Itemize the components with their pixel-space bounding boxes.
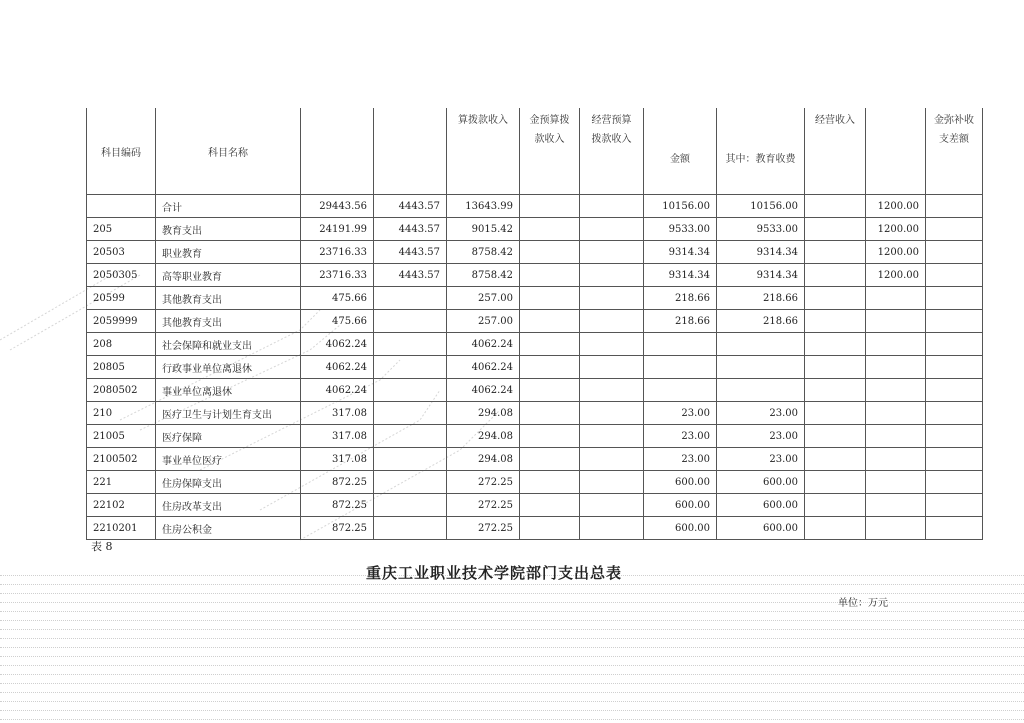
table-row	[87, 425, 983, 448]
amount-cell: 23.00	[644, 425, 717, 448]
total-cell: 317.08	[301, 448, 374, 471]
operating-income-cell	[805, 517, 866, 540]
table-row	[87, 241, 983, 264]
operating-income-cell	[805, 471, 866, 494]
fund-budget-cell	[520, 241, 580, 264]
operating-income-cell	[805, 379, 866, 402]
operating-income-cell	[805, 425, 866, 448]
amount-cell: 23.00	[644, 402, 717, 425]
subject-name-cell: 职业教育	[156, 241, 301, 264]
amount-cell	[644, 379, 717, 402]
header-cell-empty	[301, 108, 374, 195]
appropriation-cell: 4062.24	[447, 356, 520, 379]
total-cell: 475.66	[301, 287, 374, 310]
other-income-cell	[866, 517, 926, 540]
subject-code-cell: 2100502	[87, 448, 156, 471]
appropriation-cell: 294.08	[447, 402, 520, 425]
education-fee-cell: 10156.00	[717, 195, 805, 218]
appropriation-cell: 257.00	[447, 287, 520, 310]
other-income-cell	[866, 287, 926, 310]
other-income-cell: 1200.00	[866, 264, 926, 287]
deficit-cell	[926, 379, 983, 402]
subject-code-cell: 20503	[87, 241, 156, 264]
other-income-cell: 1200.00	[866, 218, 926, 241]
carryover-cell	[374, 287, 447, 310]
fund-budget-cell	[520, 310, 580, 333]
header-fund-budget-income	[520, 108, 580, 195]
fund-budget-cell	[520, 356, 580, 379]
operating-budget-cell	[580, 310, 644, 333]
subject-name-cell: 教育支出	[156, 218, 301, 241]
appropriation-cell: 13643.99	[447, 195, 520, 218]
header-subject-code: 科目编码	[87, 108, 156, 195]
amount-cell: 9314.34	[644, 264, 717, 287]
subject-code-cell: 20805	[87, 356, 156, 379]
carryover-cell	[374, 310, 447, 333]
operating-budget-cell	[580, 333, 644, 356]
carryover-cell	[374, 425, 447, 448]
carryover-cell: 4443.57	[374, 195, 447, 218]
amount-cell	[644, 333, 717, 356]
total-cell: 872.25	[301, 494, 374, 517]
fund-budget-cell	[520, 494, 580, 517]
operating-budget-cell	[580, 402, 644, 425]
amount-cell: 600.00	[644, 517, 717, 540]
deficit-cell	[926, 425, 983, 448]
deficit-cell	[926, 517, 983, 540]
operating-budget-cell	[580, 448, 644, 471]
operating-budget-cell	[580, 517, 644, 540]
carryover-cell: 4443.57	[374, 264, 447, 287]
other-income-cell	[866, 379, 926, 402]
fund-budget-cell	[520, 287, 580, 310]
subject-name-cell: 住房公积金	[156, 517, 301, 540]
amount-cell: 218.66	[644, 287, 717, 310]
table-row	[87, 356, 983, 379]
other-income-cell	[866, 425, 926, 448]
page-title	[0, 562, 1024, 583]
carryover-cell	[374, 517, 447, 540]
other-income-cell	[866, 471, 926, 494]
carryover-cell: 4443.57	[374, 218, 447, 241]
subject-name-cell: 医疗卫生与计划生育支出	[156, 402, 301, 425]
education-fee-cell: 600.00	[717, 517, 805, 540]
other-income-cell: 1200.00	[866, 241, 926, 264]
total-cell: 872.25	[301, 517, 374, 540]
other-income-cell	[866, 310, 926, 333]
deficit-cell	[926, 448, 983, 471]
operating-budget-cell	[580, 264, 644, 287]
header-cell-empty	[866, 108, 926, 195]
education-fee-cell: 218.66	[717, 310, 805, 333]
appropriation-cell: 4062.24	[447, 379, 520, 402]
appropriation-cell: 294.08	[447, 425, 520, 448]
operating-budget-cell	[580, 287, 644, 310]
education-fee-cell: 9314.34	[717, 264, 805, 287]
education-fee-cell: 9533.00	[717, 218, 805, 241]
operating-income-cell	[805, 494, 866, 517]
header-operating-budget-line1: 经营预算	[591, 115, 632, 126]
fund-budget-cell	[520, 379, 580, 402]
operating-budget-cell	[580, 494, 644, 517]
table-row	[87, 402, 983, 425]
deficit-cell	[926, 264, 983, 287]
subject-name-cell: 行政事业单位离退休	[156, 356, 301, 379]
deficit-cell	[926, 241, 983, 264]
subject-name-cell: 住房保障支出	[156, 471, 301, 494]
subject-code-cell: 210	[87, 402, 156, 425]
subject-name-cell: 医疗保障	[156, 425, 301, 448]
carryover-cell	[374, 448, 447, 471]
subject-name-cell: 高等职业教育	[156, 264, 301, 287]
operating-income-cell	[805, 356, 866, 379]
education-fee-cell	[717, 356, 805, 379]
appropriation-cell: 8758.42	[447, 241, 520, 264]
deficit-cell	[926, 310, 983, 333]
total-cell: 23716.33	[301, 264, 374, 287]
header-fund-budget-line1: 金预算拨	[529, 115, 570, 126]
subject-code-cell: 22102	[87, 494, 156, 517]
subject-code-cell	[87, 195, 156, 218]
other-income-cell: 1200.00	[866, 195, 926, 218]
subject-code-cell: 208	[87, 333, 156, 356]
carryover-cell	[374, 379, 447, 402]
operating-budget-cell	[580, 356, 644, 379]
deficit-cell	[926, 402, 983, 425]
header-operating-budget-line2: 拨款收入	[591, 134, 632, 145]
table-row	[87, 287, 983, 310]
amount-cell: 600.00	[644, 471, 717, 494]
total-cell: 24191.99	[301, 218, 374, 241]
table-row	[87, 379, 983, 402]
subject-name-cell: 住房改革支出	[156, 494, 301, 517]
amount-cell: 9533.00	[644, 218, 717, 241]
education-fee-cell: 23.00	[717, 448, 805, 471]
fund-budget-cell	[520, 471, 580, 494]
operating-income-cell	[805, 402, 866, 425]
carryover-cell	[374, 471, 447, 494]
fund-budget-cell	[520, 517, 580, 540]
fund-budget-cell	[520, 195, 580, 218]
subject-name-cell: 其他教育支出	[156, 310, 301, 333]
table-header-row	[87, 108, 983, 195]
fund-budget-cell	[520, 425, 580, 448]
deficit-cell	[926, 471, 983, 494]
header-deficit-line2: 支差额	[939, 134, 969, 145]
total-cell: 872.25	[301, 471, 374, 494]
operating-budget-cell	[580, 241, 644, 264]
operating-income-cell	[805, 218, 866, 241]
table-row	[87, 264, 983, 287]
education-fee-cell: 23.00	[717, 402, 805, 425]
page-title-text: 重庆工业职业技术学院部门支出总表	[365, 564, 622, 582]
carryover-cell	[374, 402, 447, 425]
amount-cell: 23.00	[644, 448, 717, 471]
header-education-fees: 其中：教育收费	[717, 108, 805, 195]
carryover-cell: 4443.57	[374, 241, 447, 264]
operating-income-cell	[805, 310, 866, 333]
operating-budget-cell	[580, 218, 644, 241]
other-income-cell	[866, 356, 926, 379]
appropriation-cell: 9015.42	[447, 218, 520, 241]
total-cell: 4062.24	[301, 379, 374, 402]
unit-label: 单位：万元	[838, 598, 888, 609]
subject-name-cell: 事业单位医疗	[156, 448, 301, 471]
subject-code-cell: 2050305	[87, 264, 156, 287]
subject-code-cell: 205	[87, 218, 156, 241]
header-deficit-fund	[926, 108, 983, 195]
table-row	[87, 494, 983, 517]
table-row	[87, 471, 983, 494]
deficit-cell	[926, 287, 983, 310]
total-cell: 4062.24	[301, 333, 374, 356]
subject-name-cell: 其他教育支出	[156, 287, 301, 310]
header-deficit-line1: 金弥补收	[934, 115, 974, 126]
total-cell: 475.66	[301, 310, 374, 333]
operating-income-cell	[805, 241, 866, 264]
amount-cell	[644, 356, 717, 379]
operating-budget-cell	[580, 425, 644, 448]
operating-income-cell	[805, 264, 866, 287]
operating-income-cell	[805, 195, 866, 218]
total-cell: 317.08	[301, 425, 374, 448]
fund-budget-cell	[520, 448, 580, 471]
subject-name-cell: 社会保障和就业支出	[156, 333, 301, 356]
appropriation-cell: 257.00	[447, 310, 520, 333]
deficit-cell	[926, 218, 983, 241]
education-fee-cell: 600.00	[717, 471, 805, 494]
total-cell: 317.08	[301, 402, 374, 425]
fund-budget-cell	[520, 218, 580, 241]
education-fee-cell: 9314.34	[717, 241, 805, 264]
other-income-cell	[866, 448, 926, 471]
operating-budget-cell	[580, 471, 644, 494]
other-income-cell	[866, 333, 926, 356]
subject-code-cell: 21005	[87, 425, 156, 448]
subject-name-cell: 合计	[156, 195, 301, 218]
deficit-cell	[926, 333, 983, 356]
education-fee-cell: 218.66	[717, 287, 805, 310]
total-cell: 29443.56	[301, 195, 374, 218]
subject-code-cell: 2080502	[87, 379, 156, 402]
appropriation-cell: 272.25	[447, 517, 520, 540]
amount-cell: 218.66	[644, 310, 717, 333]
appropriation-cell: 4062.24	[447, 333, 520, 356]
education-fee-cell: 23.00	[717, 425, 805, 448]
table-row	[87, 218, 983, 241]
operating-income-cell	[805, 287, 866, 310]
other-income-cell	[866, 402, 926, 425]
subject-code-cell: 221	[87, 471, 156, 494]
carryover-cell	[374, 356, 447, 379]
deficit-cell	[926, 494, 983, 517]
header-cell-empty	[374, 108, 447, 195]
fund-budget-cell	[520, 264, 580, 287]
table-row	[87, 195, 983, 218]
operating-income-cell	[805, 448, 866, 471]
subject-code-cell: 2059999	[87, 310, 156, 333]
appropriation-cell: 294.08	[447, 448, 520, 471]
appropriation-cell: 272.25	[447, 471, 520, 494]
header-amount: 金额	[644, 108, 717, 195]
appropriation-cell: 272.25	[447, 494, 520, 517]
table-row	[87, 448, 983, 471]
operating-budget-cell	[580, 195, 644, 218]
appropriation-cell: 8758.42	[447, 264, 520, 287]
amount-cell: 10156.00	[644, 195, 717, 218]
education-fee-cell	[717, 379, 805, 402]
deficit-cell	[926, 356, 983, 379]
carryover-cell	[374, 333, 447, 356]
operating-income-cell	[805, 333, 866, 356]
subject-name-cell: 事业单位离退休	[156, 379, 301, 402]
table-row	[87, 310, 983, 333]
operating-budget-cell	[580, 379, 644, 402]
header-fund-budget-line2: 款收入	[534, 134, 565, 145]
expenditure-table	[86, 108, 983, 540]
amount-cell: 9314.34	[644, 241, 717, 264]
education-fee-cell: 600.00	[717, 494, 805, 517]
header-operating-income: 经营收入	[805, 108, 866, 195]
table-row	[87, 333, 983, 356]
deficit-cell	[926, 195, 983, 218]
header-operating-budget-income	[580, 108, 644, 195]
other-income-cell	[866, 494, 926, 517]
total-cell: 23716.33	[301, 241, 374, 264]
table-number-label: 表 8	[91, 540, 113, 553]
header-appropriation-income: 算拨款收入	[447, 108, 520, 195]
table-row	[87, 517, 983, 540]
carryover-cell	[374, 494, 447, 517]
amount-cell: 600.00	[644, 494, 717, 517]
fund-budget-cell	[520, 333, 580, 356]
fund-budget-cell	[520, 402, 580, 425]
subject-code-cell: 20599	[87, 287, 156, 310]
subject-code-cell: 2210201	[87, 517, 156, 540]
education-fee-cell	[717, 333, 805, 356]
total-cell: 4062.24	[301, 356, 374, 379]
header-subject-name: 科目名称	[156, 108, 301, 195]
